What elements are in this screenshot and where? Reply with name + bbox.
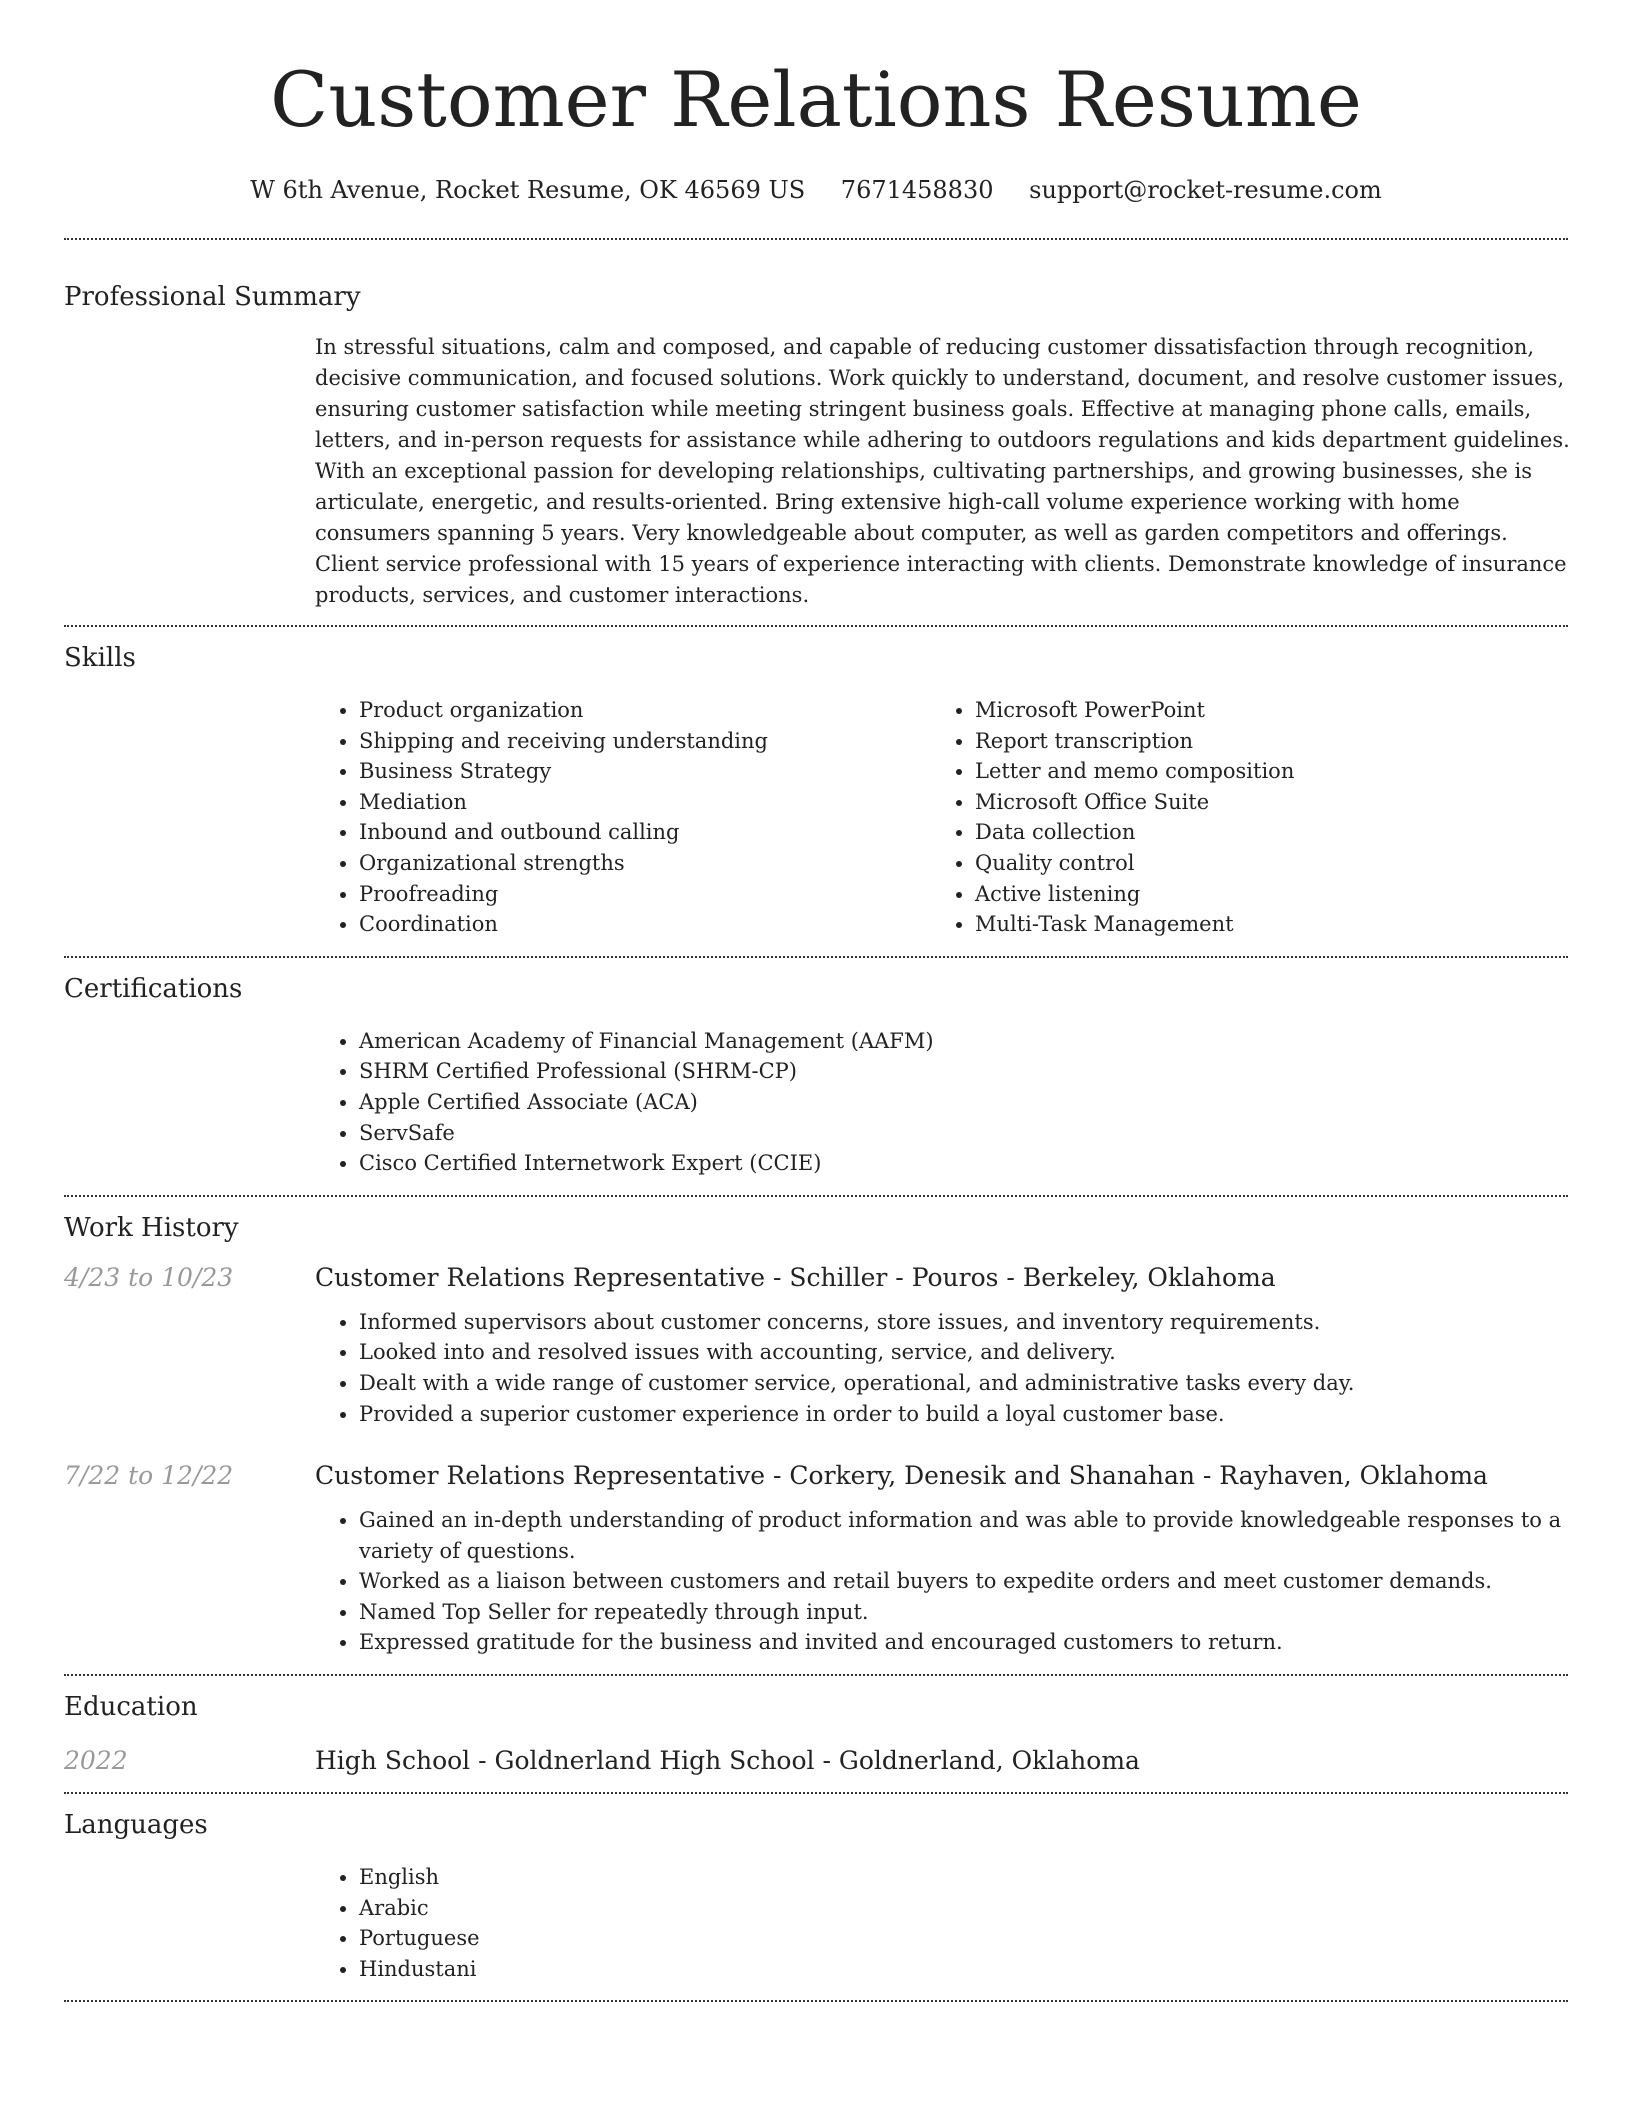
- certification-item: • ServSafe: [359, 1118, 1568, 1149]
- resume-header: [64, 0, 1568, 206]
- skills-section: [64, 627, 1568, 940]
- job-bullets: [315, 1505, 1568, 1658]
- skill-item: • Letter and memo composition: [975, 756, 1547, 787]
- job-entry: [64, 1459, 1568, 1658]
- job-bullet: • Dealt with a wide range of customer service, operational, and administrative tasks every day.: [359, 1368, 1568, 1399]
- language-item: • Arabic: [359, 1893, 1568, 1924]
- certification-item: • Cisco Certified Internetwork Expert (CCIE): [359, 1148, 1568, 1179]
- skill-item: • Business Strategy: [359, 756, 931, 787]
- skill-item: • Report transcription: [975, 726, 1547, 757]
- work-history-heading: Work History: [64, 1212, 239, 1243]
- skill-item: • Multi-Task Management: [975, 909, 1547, 940]
- certifications-list: [315, 1026, 1568, 1179]
- skills-heading: Skills: [64, 643, 136, 673]
- summary-heading: Professional Summary: [64, 282, 361, 312]
- languages-section: [64, 1794, 1568, 1984]
- job-bullet: • Worked as a liaison between customers and retail buyers to expedite orders and meet customer demands.: [359, 1566, 1568, 1597]
- skills-list-left: [315, 695, 931, 940]
- languages-heading: Languages: [64, 1810, 208, 1841]
- job-date: 7/22 to 12/22: [64, 1461, 234, 1491]
- job-date: 4/23 to 10/23: [64, 1262, 234, 1292]
- skill-item: • Mediation: [359, 787, 931, 818]
- skill-item: • Product organization: [359, 695, 931, 726]
- skill-item: • Inbound and outbound calling: [359, 817, 931, 848]
- section-divider: [64, 2000, 1568, 2002]
- certification-item: • American Academy of Financial Management (AAFM): [359, 1026, 1568, 1057]
- job-entry: [64, 1261, 1568, 1429]
- certification-item: • Apple Certified Associate (ACA): [359, 1087, 1568, 1118]
- language-item: • Portuguese: [359, 1923, 1568, 1954]
- skill-item: • Organizational strengths: [359, 848, 931, 879]
- job-bullet: • Named Top Seller for repeatedly through input.: [359, 1597, 1568, 1628]
- education-section: [64, 1676, 1568, 1778]
- languages-list: [315, 1862, 1568, 1984]
- skill-item: • Coordination: [359, 909, 931, 940]
- skill-item: • Quality control: [975, 848, 1547, 879]
- summary-text: In stressful situations, calm and composed, and capable of reducing customer dissatisfaction through recognition, decisive communication, and focused solutions. Work quickly to understand, document, and resolve customer issues, ensuring customer satisfaction while meeting stringent business goals. Effective at managing phone calls, emails, letters, and in-person requests for assistance while adhering to outdoors regulations and kids department guidelines. With an exceptional passion for developing relationships, cultivating partnerships, and growing businesses, she is articulate, energetic, and results-oriented. Bring extensive high-call volume experience working with home consumers spanning 5 years. Very knowledgeable about computer, as well as garden competitors and offerings. Client service professional with 15 years of experience interacting with clients. Demonstrate knowledge of insurance products, services, and customer interactions.: [315, 335, 1570, 607]
- skills-grid: [315, 695, 1568, 940]
- skill-item: • Active listening: [975, 879, 1547, 910]
- skills-column-left: [315, 695, 931, 940]
- job-bullet: • Gained an in-depth understanding of product information and was able to provide knowledgeable responses to a variety of questions.: [359, 1505, 1568, 1566]
- job-title: Customer Relations Representative - Schiller - Pouros - Berkeley, Oklahoma: [315, 1262, 1276, 1292]
- job-bullet: • Informed supervisors about customer concerns, store issues, and inventory requirements.: [359, 1307, 1568, 1338]
- skill-item: • Proofreading: [359, 879, 931, 910]
- contact-line: [64, 174, 1568, 206]
- job-bullets: [315, 1307, 1568, 1429]
- work-history-section: [64, 1197, 1568, 1658]
- education-entry: High School - Goldnerland High School - Goldnerland, Oklahoma: [315, 1746, 1140, 1776]
- language-item: • English: [359, 1862, 1568, 1893]
- certifications-heading: Certifications: [64, 973, 243, 1004]
- skill-item: • Microsoft Office Suite: [975, 787, 1547, 818]
- certifications-section: [64, 958, 1568, 1179]
- skills-list-right: [931, 695, 1547, 940]
- language-item: • Hindustani: [359, 1954, 1568, 1985]
- skill-item: • Data collection: [975, 817, 1547, 848]
- resume-title: Customer Relations Resume: [270, 55, 1362, 144]
- education-heading: Education: [64, 1692, 198, 1723]
- contact-phone: 7671458830: [840, 176, 994, 204]
- summary-section: [64, 240, 1568, 611]
- certification-item: • SHRM Certified Professional (SHRM-CP): [359, 1056, 1568, 1087]
- contact-address: W 6th Avenue, Rocket Resume, OK 46569 US: [250, 176, 806, 204]
- job-bullet: • Expressed gratitude for the business and invited and encouraged customers to return.: [359, 1627, 1568, 1658]
- skill-item: • Shipping and receiving understanding: [359, 726, 931, 757]
- skill-item: • Microsoft PowerPoint: [975, 695, 1547, 726]
- job-title: Customer Relations Representative - Corkery, Denesik and Shanahan - Rayhaven, Oklahoma: [315, 1461, 1488, 1491]
- education-date: 2022: [64, 1746, 128, 1776]
- job-bullet: • Provided a superior customer experience in order to build a loyal customer base.: [359, 1399, 1568, 1430]
- job-bullet: • Looked into and resolved issues with accounting, service, and delivery.: [359, 1337, 1568, 1368]
- skills-column-right: [931, 695, 1547, 940]
- contact-email[interactable]: support@rocket-resume.com: [1029, 176, 1382, 204]
